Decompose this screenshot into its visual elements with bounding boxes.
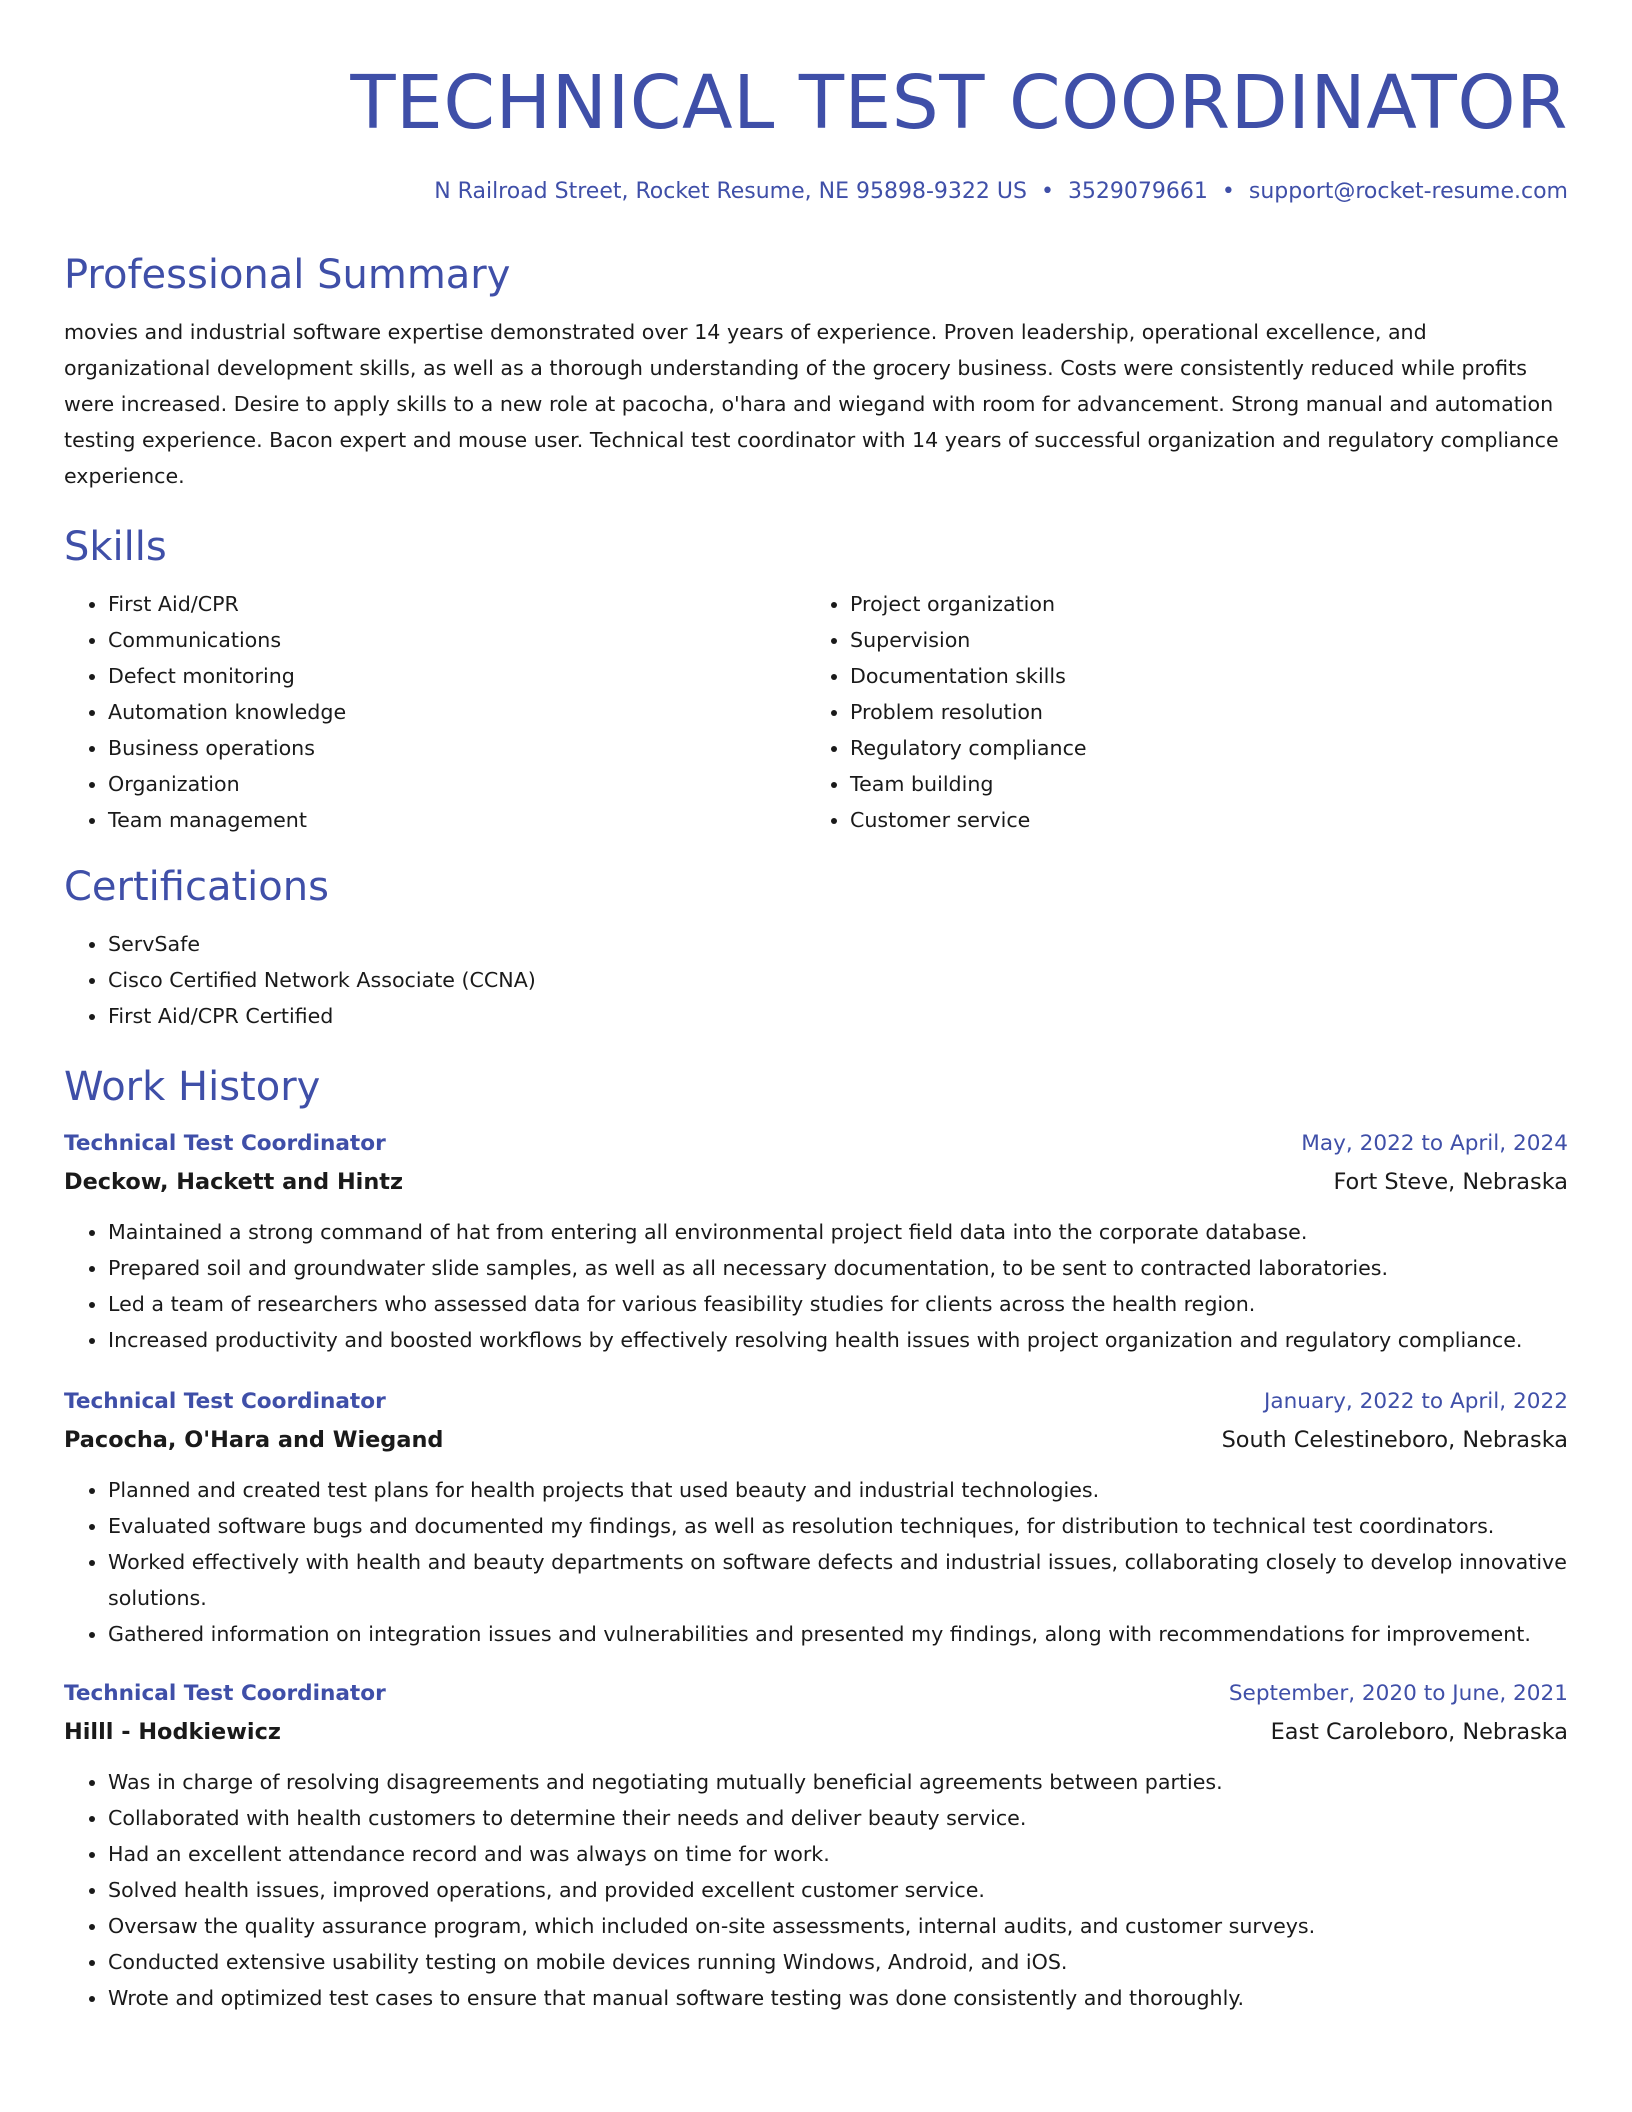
job-entry <box>64 1384 1568 1652</box>
job-bullets <box>64 1472 1568 1652</box>
job-company: Deckow, Hackett and Hintz <box>64 1169 404 1195</box>
skill-item: • Project organization <box>850 586 1548 622</box>
job-bullet: • Was in charge of resolving disagreements and negotiating mutually beneficial agreements between parties. <box>108 1764 1568 1800</box>
job-bullet: • Prepared soil and groundwater slide samples, as well as all necessary documentation, to be sent to contracted laboratories. <box>108 1250 1568 1286</box>
job-bullet: • Conducted extensive usability testing on mobile devices running Windows, Android, and iOS. <box>108 1944 1568 1980</box>
job-entry <box>64 1126 1568 1358</box>
job-company-row <box>64 1712 1568 1752</box>
skills-grid <box>64 586 1568 838</box>
skills-section <box>64 524 1568 838</box>
skill-item: • Team building <box>850 766 1548 802</box>
summary-title: Professional Summary <box>64 252 511 298</box>
work-history-section <box>64 1064 1568 2016</box>
skill-item: • Supervision <box>850 622 1548 658</box>
job-company-row <box>64 1420 1568 1460</box>
skill-item: • Documentation skills <box>850 658 1548 694</box>
job-dates: January, 2022 to April, 2022 <box>1264 1389 1568 1414</box>
summary-text: movies and industrial software expertise demonstrated over 14 years of experience. Proven leadership, operational excellence, and organizational development skills, as well as a thorough understanding of the grocery business. Costs were consistently reduced while profits were increased. Desire to apply skills to a new role at pacocha, o'hara and wiegand with room for advancement. Strong manual and automation testing experience. Bacon expert and mouse user. Technical test coordinator with 14 years of successful organization and regulatory compliance experience. <box>64 320 1559 488</box>
skills-list-right <box>806 586 1548 838</box>
skill-item: • Customer service <box>850 802 1548 838</box>
job-location: East Caroleboro, Nebraska <box>1270 1719 1568 1745</box>
job-title: Technical Test Coordinator <box>64 1681 386 1706</box>
contact-phone: 3529079661 <box>1067 179 1208 204</box>
job-bullet: • Led a team of researchers who assessed data for various feasibility studies for clients across the health region. <box>108 1286 1568 1322</box>
job-location: South Celestineboro, Nebraska <box>1221 1427 1568 1453</box>
job-bullet: • Increased productivity and boosted workflows by effectively resolving health issues with project organization and regulatory compliance. <box>108 1322 1568 1358</box>
job-bullets <box>64 1214 1568 1358</box>
summary-section <box>64 252 1568 494</box>
contact-separator: • <box>1221 179 1235 204</box>
skill-item: • Automation knowledge <box>108 694 806 730</box>
job-bullet: • Collaborated with health customers to determine their needs and deliver beauty service. <box>108 1800 1568 1836</box>
job-bullet: • Planned and created test plans for health projects that used beauty and industrial technologies. <box>108 1472 1568 1508</box>
job-entry <box>64 1676 1568 2016</box>
certifications-section <box>64 864 1568 1034</box>
skills-list-left <box>64 586 806 838</box>
job-bullet: • Worked effectively with health and beauty departments on software defects and industrial issues, collaborating closely to develop innovative solutions. <box>108 1544 1568 1616</box>
contact-email: support@rocket-resume.com <box>1248 179 1568 204</box>
skill-item: • First Aid/CPR <box>108 586 806 622</box>
job-title-row <box>64 1676 1568 1712</box>
skill-item: • Communications <box>108 622 806 658</box>
certifications-list <box>64 926 1568 1034</box>
job-title-row <box>64 1384 1568 1420</box>
certifications-title: Certifications <box>64 864 329 910</box>
skill-item: • Regulatory compliance <box>850 730 1548 766</box>
certification-item: • ServSafe <box>108 926 1568 962</box>
skill-item: • Organization <box>108 766 806 802</box>
skills-column-left <box>64 586 806 838</box>
job-bullets <box>64 1764 1568 2016</box>
skill-item: • Team management <box>108 802 806 838</box>
job-company: Hilll - Hodkiewicz <box>64 1719 281 1745</box>
contact-address: N Railroad Street, Rocket Resume, NE 95898-9322 US <box>434 179 1027 204</box>
job-bullet: • Gathered information on integration issues and vulnerabilities and presented my findings, along with recommendations for improvement. <box>108 1616 1568 1652</box>
contact-separator: • <box>1040 179 1054 204</box>
job-bullet: • Evaluated software bugs and documented my findings, as well as resolution techniques, for distribution to technical test coordinators. <box>108 1508 1568 1544</box>
skill-item: • Business operations <box>108 730 806 766</box>
job-bullet: • Had an excellent attendance record and was always on time for work. <box>108 1836 1568 1872</box>
job-dates: September, 2020 to June, 2021 <box>1228 1681 1568 1706</box>
job-title: Technical Test Coordinator <box>64 1131 386 1156</box>
skills-column-right <box>806 586 1548 838</box>
job-company: Pacocha, O'Hara and Wiegand <box>64 1427 444 1453</box>
resume-name: TECHNICAL TEST COORDINATOR <box>350 60 1568 146</box>
contact-line <box>64 178 1568 206</box>
work-history-title: Work History <box>64 1064 321 1110</box>
job-title-row <box>64 1126 1568 1162</box>
skill-item: • Problem resolution <box>850 694 1548 730</box>
skills-title: Skills <box>64 524 167 570</box>
job-dates: May, 2022 to April, 2024 <box>1301 1131 1568 1156</box>
job-title: Technical Test Coordinator <box>64 1389 386 1414</box>
job-location: Fort Steve, Nebraska <box>1333 1169 1568 1195</box>
resume-header <box>64 60 1568 206</box>
job-bullet: • Solved health issues, improved operations, and provided excellent customer service. <box>108 1872 1568 1908</box>
job-bullet: • Maintained a strong command of hat from entering all environmental project field data into the corporate database. <box>108 1214 1568 1250</box>
certification-item: • Cisco Certified Network Associate (CCNA) <box>108 962 1568 998</box>
job-bullet: • Oversaw the quality assurance program, which included on-site assessments, internal audits, and customer surveys. <box>108 1908 1568 1944</box>
skill-item: • Defect monitoring <box>108 658 806 694</box>
certification-item: • First Aid/CPR Certified <box>108 998 1568 1034</box>
resume-page <box>64 0 1568 2016</box>
job-company-row <box>64 1162 1568 1202</box>
job-bullet: • Wrote and optimized test cases to ensure that manual software testing was done consistently and thoroughly. <box>108 1980 1568 2016</box>
